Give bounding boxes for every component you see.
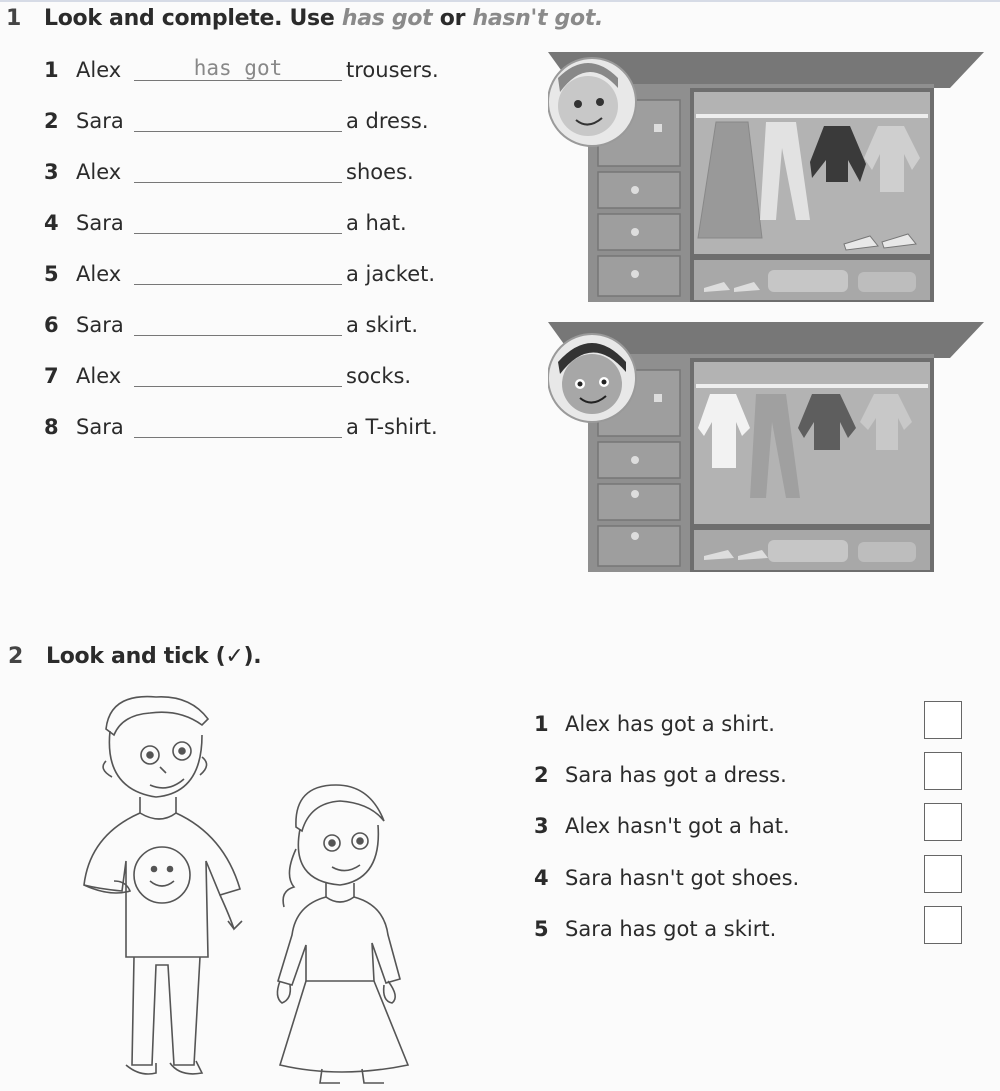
tick-number: 4 [534, 866, 549, 890]
alex-tshirt [84, 813, 240, 957]
tick-row-1 [534, 712, 974, 744]
suitcase-small-icon [858, 272, 916, 292]
fill-row-2 [44, 109, 464, 139]
answer-blank[interactable] [134, 335, 342, 336]
row-number: 3 [44, 160, 59, 184]
row-object: shoes. [346, 160, 414, 184]
fill-row-5 [44, 262, 464, 292]
sara-hand-right [384, 981, 396, 1003]
alex-wardrobe-illustration [548, 318, 984, 574]
answer-blank[interactable] [134, 131, 342, 132]
alex-trousers [132, 957, 200, 1065]
exercise-2-title: Look and tick (✓). [46, 644, 262, 669]
answer-blank[interactable] [134, 386, 342, 387]
row-object: trousers. [346, 58, 439, 82]
answer-blank[interactable] [134, 284, 342, 285]
tick-statement: Sara has got a skirt. [565, 917, 777, 941]
row-number: 6 [44, 313, 59, 337]
alex-arm-right [220, 895, 242, 929]
row-name: Sara [76, 211, 124, 235]
row-name: Alex [76, 364, 122, 388]
answer-blank[interactable] [134, 80, 342, 81]
sara-blouse [278, 897, 400, 985]
row-object: a jacket. [346, 262, 436, 286]
fill-row-6 [44, 313, 464, 343]
tick-row-3 [534, 814, 974, 846]
row-number: 1 [44, 58, 59, 82]
alex-hair-outline [106, 697, 208, 735]
exercise-1-title-or: or [432, 6, 473, 31]
row-name: Alex [76, 160, 122, 184]
fill-row-3 [44, 160, 464, 190]
row-number: 4 [44, 211, 59, 235]
exercise-1-title-prefix: Look and complete. Use [44, 6, 342, 31]
row-object: a T-shirt. [346, 415, 438, 439]
sara-head [298, 825, 378, 885]
fill-row-8 [44, 415, 464, 445]
tick-checkbox[interactable] [924, 803, 962, 841]
tick-row-4 [534, 866, 974, 898]
sara-wardrobe-illustration [548, 48, 984, 304]
alex-face [562, 354, 622, 414]
sara-skirt [280, 981, 408, 1072]
row-name: Alex [76, 58, 122, 82]
exercise-2-number: 2 [8, 644, 24, 669]
tick-statement: Sara hasn't got shoes. [565, 866, 800, 890]
sara-drawing [277, 785, 408, 1083]
tick-number: 2 [534, 763, 549, 787]
row-name: Sara [76, 313, 124, 337]
suitcase-small-icon [858, 542, 916, 562]
row-object: a skirt. [346, 313, 419, 337]
alex-smiley [134, 847, 190, 903]
exercise-1-number: 1 [6, 6, 22, 31]
option-hasnt-got: hasn't got. [472, 6, 604, 31]
row-name: Sara [76, 415, 124, 439]
row-number: 7 [44, 364, 59, 388]
suitcase-icon [768, 540, 848, 562]
tick-number: 5 [534, 917, 549, 941]
row-number: 8 [44, 415, 59, 439]
answer-blank[interactable] [134, 182, 342, 183]
row-object: socks. [346, 364, 412, 388]
answer-blank[interactable] [134, 233, 342, 234]
tick-statement: Sara has got a dress. [565, 763, 787, 787]
row-name: Sara [76, 109, 124, 133]
exercise-1-title [44, 6, 603, 31]
tick-checkbox[interactable] [924, 906, 962, 944]
sara-face [558, 76, 618, 136]
alex-drawing [84, 697, 242, 1074]
row-object: a hat. [346, 211, 407, 235]
row-number: 5 [44, 262, 59, 286]
tick-row-5 [534, 917, 974, 949]
fill-row-4 [44, 211, 464, 241]
sara-ponytail [283, 849, 296, 907]
top-rule [0, 0, 1000, 2]
alex-shoes [126, 1061, 202, 1074]
row-object: a dress. [346, 109, 429, 133]
kids-illustration [70, 685, 430, 1085]
tick-number: 1 [534, 712, 549, 736]
answer-blank[interactable] [134, 437, 342, 438]
tick-row-2 [534, 763, 974, 795]
suitcase-icon [768, 270, 848, 292]
tick-statement: Alex hasn't got a hat. [565, 814, 790, 838]
tick-checkbox[interactable] [924, 752, 962, 790]
row-name: Alex [76, 262, 122, 286]
answer-text: has got [193, 56, 283, 80]
fill-row-1 [44, 58, 464, 88]
sara-hair-outline [296, 785, 384, 831]
tick-statement: Alex has got a shirt. [565, 712, 775, 736]
row-number: 2 [44, 109, 59, 133]
tick-number: 3 [534, 814, 549, 838]
option-has-got: has got [341, 6, 433, 31]
tick-checkbox[interactable] [924, 855, 962, 893]
fill-row-7 [44, 364, 464, 394]
tick-checkbox[interactable] [924, 701, 962, 739]
